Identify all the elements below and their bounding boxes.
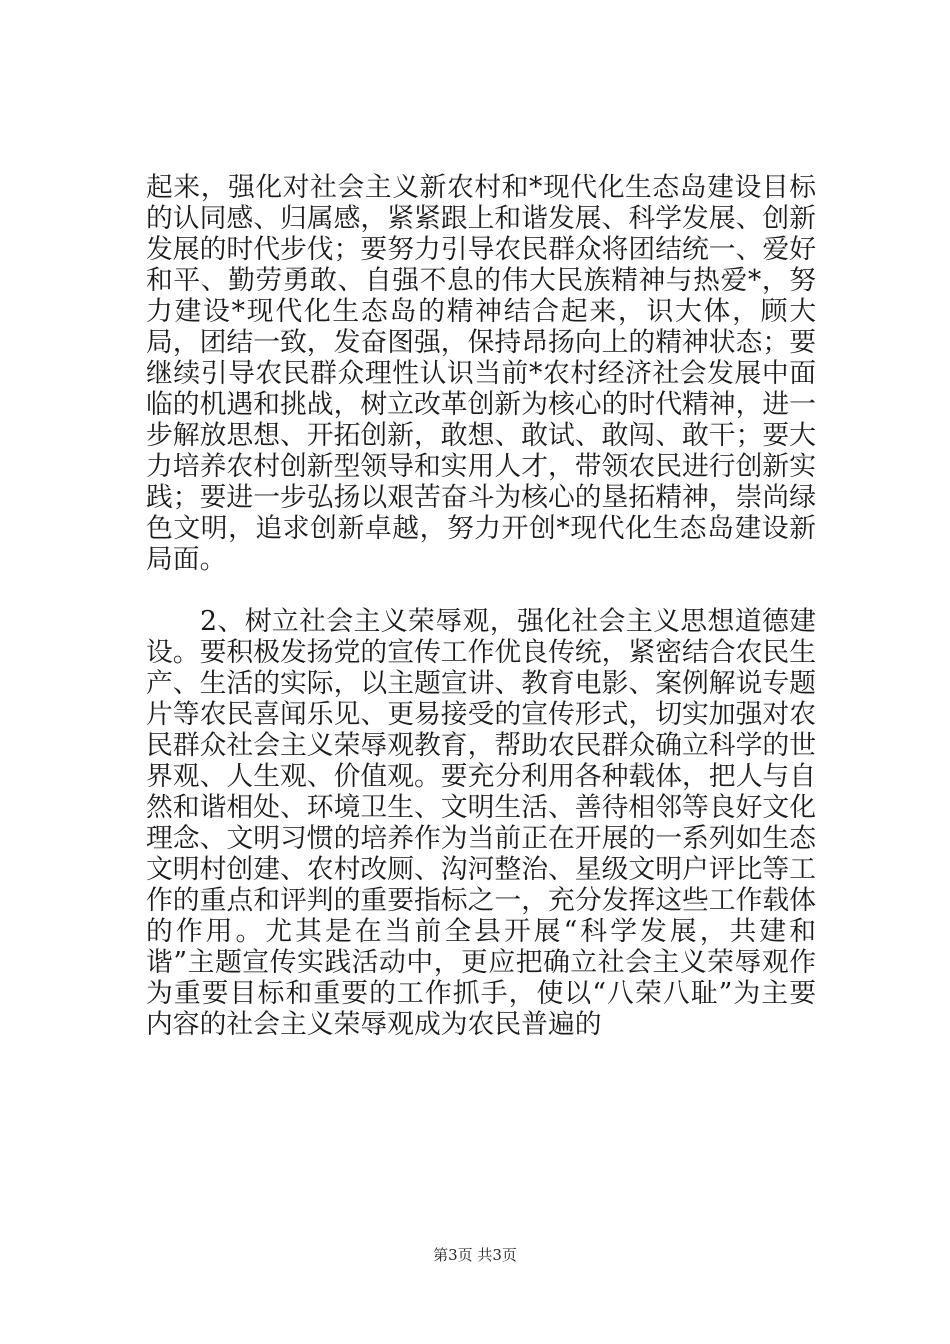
body-paragraph-continued: 起来，强化对社会主义新农村和*现代化生态岛建设目标的认同感、归属感，紧紧跟上和谐发展、科学发展、创新发展的时代步伐；要努力引导农民群众将团结统一、爱好和平、勤劳勇敢、自强不息的伟大民族精神与热爱*，努力建设*现代化生态岛的精神结合起来，识大体，顾大局，团结一致，发奋图强，保持昂扬向上的精神状态；要继续引导农民群众理性认识当前*农村经济社会发展中面临的机遇和挑战，树立改革创新为核心的时代精神，进一步解放思想、开拓创新，敢想、敢试、敢闯、敢干；要大力培养农村创新型领导和实用人才，带领农民进行创新实践；要进一步弘扬以艰苦奋斗为核心的垦拓精神，崇尚绿色文明，追求创新卓越，努力开创*现代化生态岛建设新局面。 xyxy=(146,172,816,575)
document-body xyxy=(146,172,816,1040)
page-number-footer: 第3页 共3页 xyxy=(433,1246,517,1264)
body-paragraph-section-2: 2、树立社会主义荣辱观，强化社会主义思想道德建设。要积极发扬党的宣传工作优良传统，紧密结合农民生产、生活的实际，以主题宣讲、教育电影、案例解说专题片等农民喜闻乐见、更易接受的宣传形式，切实加强对农民群众社会主义荣辱观教育，帮助农民群众确立科学的世界观、人生观、价值观。要充分利用各种载体，把人与自然和谐相处、环境卫生、文明生活、善待相邻等良好文化理念、文明习惯的培养作为当前正在开展的一系列如生态文明村创建、农村改厕、沟河整治、星级文明户评比等工作的重点和评判的重要指标之一，充分发挥这些工作载体的作用。尤其是在当前全县开展“科学发展，共建和谐”主题宣传实践活动中，更应把确立社会主义荣辱观作为重要目标和重要的工作抓手，使以“八荣八耻”为主要内容的社会主义荣辱观成为农民普遍的 xyxy=(146,606,816,1040)
